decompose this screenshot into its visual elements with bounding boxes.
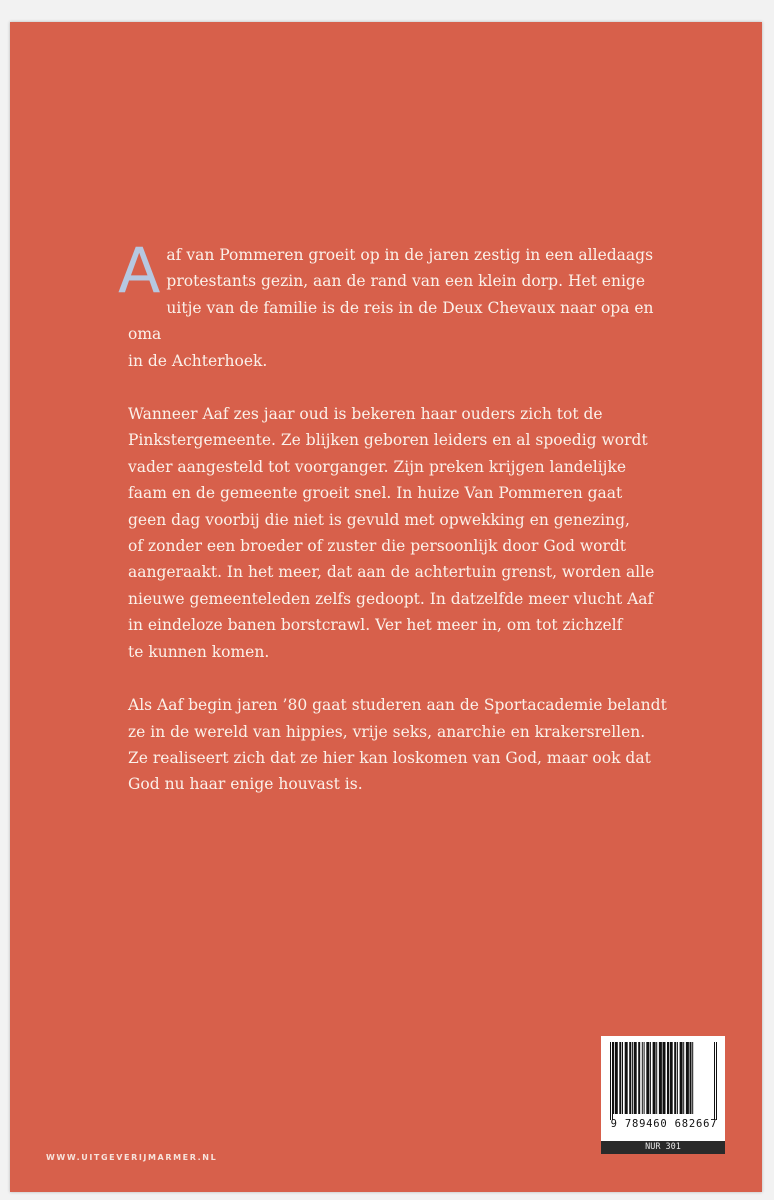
barcode-bar: [677, 1042, 678, 1114]
barcode-bar: [634, 1042, 637, 1114]
barcode-bar: [646, 1042, 649, 1114]
barcode: [601, 1036, 725, 1141]
drop-cap: A: [118, 234, 161, 307]
barcode-bar: [619, 1042, 621, 1114]
barcode-bar: [644, 1042, 645, 1114]
isbn-number: 9 789460 682667: [610, 1118, 718, 1130]
barcode-bar: [680, 1042, 683, 1114]
barcode-bar: [692, 1042, 693, 1114]
barcode-bars: [609, 1042, 719, 1120]
blurb-paragraph-1: [118, 234, 688, 374]
blurb-paragraph-2: Wanneer Aaf zes jaar oud is bekeren haar ouders zich tot de Pinkstergemeente. Ze blijken geboren leiders en al spoedig wordt vader aangesteld tot voorganger. Zijn preken krijgen landelijke faam en de gemeente groeit snel. In huize Van Pommeren gaat geen dag voorbij die niet is gevuld met opwekking en genezing, of zonder een broeder of zuster die persoonlijk door God wordt aangeraakt. In het meer, dat aan de achtertuin grenst, worden alle nieuwe gemeenteleden zelfs gedoopt. In datzelfde meer vlucht Aaf in eindeloze banen borstcrawl. Ver het meer in, om tot zichzelf te kunnen komen.: [128, 405, 655, 661]
barcode-bar: [615, 1042, 618, 1114]
barcode-bar: [656, 1042, 657, 1114]
blurb-paragraph-3: Als Aaf begin jaren ’80 gaat studeren aan de Sportacademie belandt ze in de wereld van hippies, vrije seks, anarchie en krakersrellen. Ze realiseert zich dat ze hier kan loskomen van God, maar ook dat God nu haar enige houvast is.: [128, 696, 667, 794]
publisher-website: WWW.UITGEVERIJMARMER.NL: [46, 1153, 218, 1162]
barcode-bar: [667, 1042, 669, 1114]
barcode-bar: [625, 1042, 628, 1114]
nur-code: NUR 301: [601, 1141, 725, 1154]
blurb-paragraph-1-text: af van Pommeren groeit op in de jaren zestig in een alledaags protestants gezin, aan de rand van een klein dorp. Het enige uitje van de familie is de reis in de Deux Chevaux naar opa en oma in de Achterhoek.: [128, 246, 654, 370]
barcode-bar: [653, 1042, 656, 1114]
barcode-bar: [670, 1042, 673, 1114]
barcode-guard-bar: [610, 1042, 611, 1120]
barcode-bar: [638, 1042, 640, 1114]
barcode-bar: [632, 1042, 633, 1114]
barcode-bar: [686, 1042, 689, 1114]
barcode-bar: [622, 1042, 623, 1114]
barcode-bar: [642, 1042, 643, 1114]
barcode-bar: [674, 1042, 676, 1114]
blurb-text: [118, 234, 688, 825]
barcode-bar: [663, 1042, 666, 1114]
barcode-guard-bar: [714, 1042, 715, 1120]
barcode-guard-bar: [612, 1042, 613, 1120]
barcode-bar: [659, 1042, 662, 1114]
barcode-guard-bar: [716, 1042, 717, 1120]
barcode-bar: [683, 1042, 684, 1114]
barcode-bar: [629, 1042, 631, 1114]
barcode-bar: [690, 1042, 692, 1114]
barcode-bar: [650, 1042, 651, 1114]
barcode-bar: [613, 1042, 614, 1114]
